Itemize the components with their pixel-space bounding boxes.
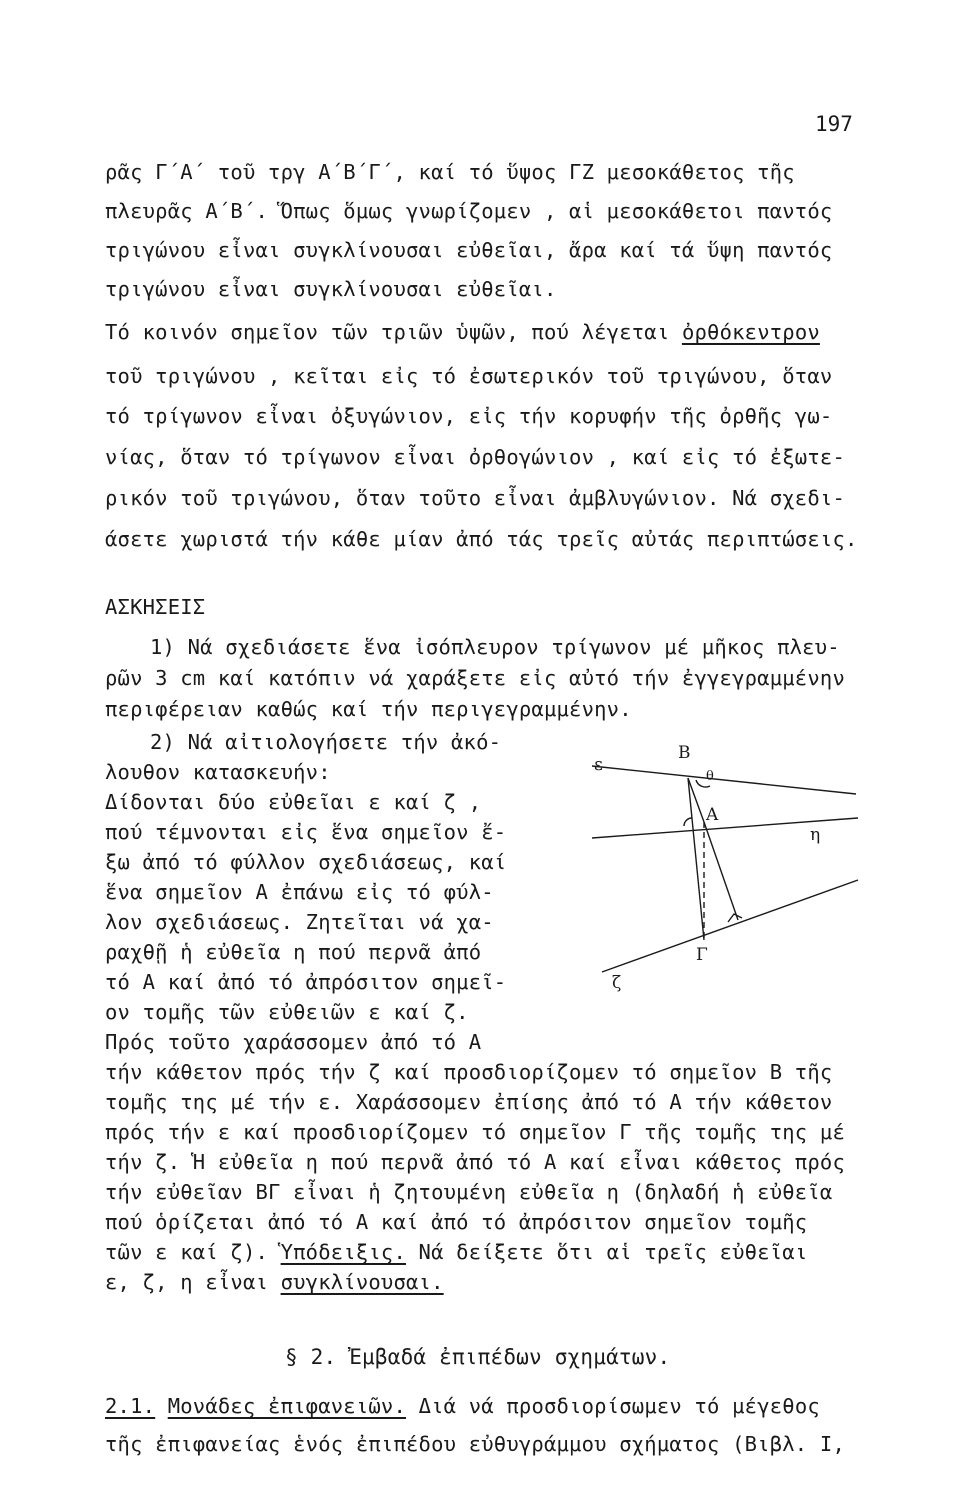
label-theta: θ — [706, 769, 714, 784]
segment-BG — [688, 778, 704, 940]
text-line: ξω ἀπό τό φύλλον σχεδιάσεως, καί — [105, 850, 507, 874]
page-number: 197 — [815, 112, 853, 136]
label-B: Β — [678, 743, 691, 763]
text-line: πού ὁρίζεται ἀπό τό Α καί ἀπό τό ἀπρόσιτον σημεῖον τομῆς — [105, 1210, 808, 1234]
label-zeta: ζ — [612, 973, 622, 993]
text-line: τήν εὐθεῖαν ΒΓ εἶναι ἡ ζητουμένη εὐθεῖα η (δηλαδή ἡ εὐθεῖα — [105, 1180, 833, 1204]
text-line — [105, 320, 820, 344]
subsection-title: Μονάδες ἐπιφανειῶν. — [167, 1394, 407, 1418]
text-line: τό Α καί ἀπό τό ἀπρόσιτον σημεῖ- — [105, 970, 507, 994]
subsection-number: 2.1. — [105, 1394, 156, 1418]
text-line: τήν ζ. Ἡ εὐθεῖα η πού περνᾶ ἀπό τό Α καί εἶναι κάθετος πρός — [105, 1150, 845, 1174]
text-line: ραχθῇ ἡ εὐθεῖα η πού περνᾶ ἀπό — [105, 940, 482, 964]
perpendicular-from-A — [704, 822, 738, 920]
text-line: Πρός τοῦτο χαράσσομεν ἀπό τό Α — [105, 1030, 482, 1054]
text-line: ρᾶς Γ΄Α΄ τοῦ τργ Α΄Β΄Γ΄, καί τό ὕψος ΓΖ μεσοκάθετος τῆς — [105, 160, 795, 184]
exercises-heading: ΑΣΚΗΣΕΙΣ — [105, 595, 206, 619]
text-line: λον σχεδιάσεως. Ζητεῖται νά χα- — [105, 910, 494, 934]
text-line: λουθον κατασκευήν: — [105, 760, 331, 784]
line-epsilon — [592, 766, 856, 794]
text-line — [105, 1240, 807, 1264]
text-line — [105, 1270, 444, 1294]
line-zeta — [602, 880, 858, 972]
text-line: τοῦ τριγώνου , κεῖται εἰς τό ἐσωτερικόν τοῦ τριγώνου, ὅταν — [105, 364, 833, 388]
term-orthocenter: ὀρθόκεντρον — [681, 320, 820, 344]
text-line: τό τρίγωνον εἶναι ὀξυγώνιον, εἰς τήν κορυφήν τῆς ὀρθῆς γω- — [105, 404, 833, 428]
construction-figure — [578, 740, 868, 1000]
label-eta: η — [810, 825, 821, 845]
text-line: άσετε χωριστά τήν κάθε μίαν ἀπό τάς τρεῖς αὐτάς περιπτώσεις. — [105, 527, 858, 551]
text-line: ον τομῆς τῶν εὐθειῶν ε καί ζ. — [105, 1000, 469, 1024]
text-fragment: Διά νά προσδιορίσωμεν τό μέγεθος — [406, 1394, 820, 1418]
right-angle-mark — [728, 914, 742, 922]
hint-label: Ὑπόδειξις. — [280, 1240, 407, 1264]
text-line: πού τέμνονται εἰς ἕνα σημεῖον ἔ- — [105, 820, 507, 844]
text-line: 2) Νά αἰτιολογήσετε τήν ἀκό- — [150, 730, 502, 754]
text-line: τήν κάθετον πρός τήν ζ καί προσδιορίζομεν τό σημεῖον Β τῆς — [105, 1060, 833, 1084]
text-line: τῆς ἐπιφανείας ἑνός ἐπιπέδου εὐθυγράμμου σχήματος (Βιβλ. Ι, — [105, 1432, 845, 1456]
text-line: νίας, ὅταν τό τρίγωνον εἶναι ὀρθογώνιον , καί εἰς τό ἐξωτε- — [105, 445, 845, 469]
text-line: τριγώνου εἶναι συγκλίνουσαι εὐθεῖαι, ἄρα καί τά ὕψη παντός — [105, 238, 833, 262]
text-line: τομῆς της μέ τήν ε. Χαράσσομεν ἐπίσης ἀπό τό Α τήν κάθετον — [105, 1090, 833, 1114]
text-fragment: Τό κοινόν σημεῖον τῶν τριῶν ὑψῶν, πού λέγεται — [105, 320, 682, 344]
text-line: ἕνα σημεῖον Α ἐπάνω εἰς τό φύλ- — [105, 880, 494, 904]
text-fragment: Νά δείξετε ὅτι αἱ τρεῖς εὐθεῖαι — [406, 1240, 808, 1264]
term-concurrent: συγκλίνουσαι. — [280, 1270, 444, 1294]
text-line: πρός τήν ε καί προσδιορίζομεν τό σημεῖον Γ τῆς τομῆς της μέ — [105, 1120, 845, 1144]
text-line: ρῶν 3 cm καί κατόπιν νά χαράξετε εἰς αὐτό τήν ἐγγεγραμμένην — [105, 666, 845, 690]
text-fragment: τῶν ε καί ζ). — [105, 1240, 281, 1264]
text-line: 1) Νά σχεδιάσετε ἕνα ἰσόπλευρον τρίγωνον μέ μῆκος πλευ- — [150, 635, 840, 659]
label-A: Α — [706, 805, 719, 825]
text-line: τριγώνου εἶναι συγκλίνουσαι εὐθεῖαι. — [105, 277, 557, 301]
text-line: πλευρᾶς Α΄Β΄. Ὅπως ὅμως γνωρίζομεν , αἱ μεσοκάθετοι παντός — [105, 199, 833, 223]
text-fragment: ε, ζ, η εἶναι — [105, 1270, 281, 1294]
text-line: Δίδονται δύο εὐθεῖαι ε καί ζ , — [105, 790, 482, 814]
text-line — [105, 1394, 820, 1418]
text-line: ρικόν τοῦ τριγώνου, ὅταν τοῦτο εἶναι ἀμβλυγώνιον. Νά σχεδι- — [105, 486, 845, 510]
label-epsilon: ε — [594, 755, 603, 775]
section-title: § 2. Ἐμβαδά ἐπιπέδων σχημάτων. — [285, 1345, 671, 1369]
label-G: Γ — [696, 945, 708, 965]
text-line: περιφέρειαν καθώς καί τήν περιγεγραμμένην. — [105, 697, 632, 721]
angle-mark — [684, 818, 692, 826]
